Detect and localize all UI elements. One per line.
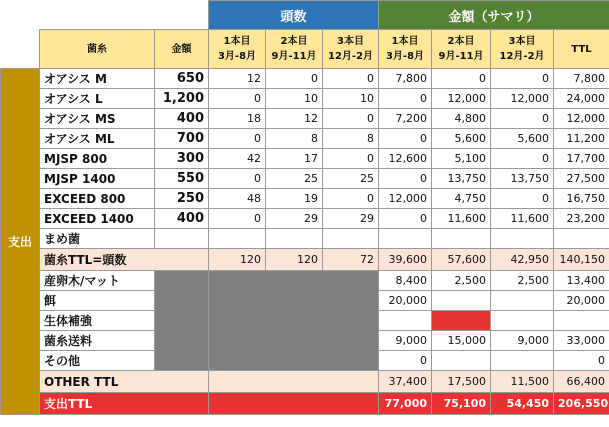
other-total-row (1, 371, 609, 393)
gray-block-price (155, 271, 209, 371)
expense-total-a1[interactable]: 77,000 (379, 393, 432, 415)
col-amt-b1[interactable]: 1本目 3月-8月 (379, 30, 432, 69)
strain-name[interactable]: オアシス MS (40, 109, 155, 129)
cell-h3[interactable]: 0 (323, 189, 379, 209)
blank-corner (1, 1, 209, 30)
expense-side-label[interactable]: 支出 (1, 69, 40, 415)
other-ttl[interactable]: 13,400 (554, 271, 609, 291)
cell-a1[interactable]: 0 (379, 129, 432, 149)
strain-name[interactable]: オアシス M (40, 69, 155, 89)
strain-row (1, 169, 609, 189)
col-head-b1[interactable]: 1本目 3月-8月 (209, 30, 266, 69)
cell-h3[interactable]: 0 (323, 109, 379, 129)
cell-a1[interactable]: 7,800 (379, 69, 432, 89)
other-a1[interactable]: 20,000 (379, 291, 432, 311)
head-count-header[interactable]: 頭数 (209, 1, 379, 30)
strain-name[interactable]: まめ菌 (40, 229, 155, 249)
strain-price[interactable]: 650 (155, 69, 209, 89)
cell-a2[interactable]: 4,750 (432, 189, 491, 209)
cell-a2[interactable]: 0 (432, 69, 491, 89)
cell-h1[interactable]: 18 (209, 109, 266, 129)
cell-h2[interactable]: 8 (266, 129, 323, 149)
cell-ttl[interactable]: 12,000 (554, 109, 609, 129)
cell-ttl[interactable]: 17,700 (554, 149, 609, 169)
cell-h3[interactable] (323, 229, 379, 249)
strain-price[interactable]: 700 (155, 129, 209, 149)
cell-h2[interactable]: 25 (266, 169, 323, 189)
cell-h1[interactable]: 0 (209, 169, 266, 189)
cell-h2[interactable]: 19 (266, 189, 323, 209)
cell-h3[interactable]: 10 (323, 89, 379, 109)
other-name[interactable]: その他 (40, 351, 155, 371)
cell-a1[interactable]: 0 (379, 89, 432, 109)
cell-a1[interactable]: 12,000 (379, 189, 432, 209)
other-name[interactable]: 菌糸送料 (40, 331, 155, 351)
expense-total-head-blank (209, 393, 379, 415)
cell-a3[interactable]: 5,600 (491, 129, 554, 149)
col-amt-b3[interactable]: 3本目 12月-2月 (491, 30, 554, 69)
col-head-b3[interactable]: 3本目 12月-2月 (323, 30, 379, 69)
total-ttl[interactable]: 140,150 (554, 249, 609, 271)
cell-h2[interactable] (266, 229, 323, 249)
cell-a3[interactable]: 13,750 (491, 169, 554, 189)
cell-h3[interactable]: 0 (323, 149, 379, 169)
cell-ttl[interactable]: 11,200 (554, 129, 609, 149)
cell-h2[interactable]: 0 (266, 69, 323, 89)
other-name[interactable]: 産卵木/マット (40, 271, 155, 291)
cell-a3[interactable]: 0 (491, 109, 554, 129)
strain-row (1, 229, 609, 249)
other-row (1, 271, 609, 291)
cell-a1[interactable]: 12,600 (379, 149, 432, 169)
cell-ttl[interactable] (554, 229, 609, 249)
cell-a2[interactable]: 12,000 (432, 89, 491, 109)
cell-h2[interactable]: 10 (266, 89, 323, 109)
header-row-top (1, 1, 609, 30)
other-ttl[interactable]: 20,000 (554, 291, 609, 311)
strain-price[interactable]: 400 (155, 209, 209, 229)
other-a2[interactable]: 2,500 (432, 271, 491, 291)
strain-row (1, 209, 609, 229)
cell-h2[interactable]: 29 (266, 209, 323, 229)
strain-name[interactable]: EXCEED 800 (40, 189, 155, 209)
other-total-a2[interactable]: 17,500 (432, 371, 491, 393)
cell-h1[interactable]: 48 (209, 189, 266, 209)
other-total-a3[interactable]: 11,500 (491, 371, 554, 393)
strain-row (1, 89, 609, 109)
other-total-a1[interactable]: 37,400 (379, 371, 432, 393)
total-h2[interactable]: 120 (266, 249, 323, 271)
strain-name[interactable]: MJSP 800 (40, 149, 155, 169)
cell-a3[interactable]: 0 (491, 69, 554, 89)
total-a2[interactable]: 57,600 (432, 249, 491, 271)
cell-h3[interactable]: 0 (323, 69, 379, 89)
other-ttl[interactable] (554, 311, 609, 331)
header-row-columns (1, 30, 609, 69)
cell-a1[interactable] (379, 229, 432, 249)
expense-total-row (1, 393, 609, 415)
cell-h1[interactable]: 42 (209, 149, 266, 169)
cell-a3[interactable] (491, 229, 554, 249)
strain-price[interactable]: 300 (155, 149, 209, 169)
cell-h2[interactable]: 12 (266, 109, 323, 129)
other-a1[interactable]: 8,400 (379, 271, 432, 291)
strain-name[interactable]: オアシス ML (40, 129, 155, 149)
other-a2[interactable] (432, 311, 491, 331)
cell-ttl[interactable]: 24,000 (554, 89, 609, 109)
strain-total-row (1, 249, 609, 271)
other-ttl[interactable]: 0 (554, 351, 609, 371)
strain-price[interactable]: 400 (155, 109, 209, 129)
other-a2[interactable]: 15,000 (432, 331, 491, 351)
expense-total-label[interactable]: 支出TTL (40, 393, 209, 415)
strain-price[interactable] (155, 229, 209, 249)
cell-a3[interactable]: 0 (491, 189, 554, 209)
strain-price[interactable]: 550 (155, 169, 209, 189)
strain-name[interactable]: EXCEED 1400 (40, 209, 155, 229)
cell-h1[interactable]: 12 (209, 69, 266, 89)
cell-a2[interactable]: 5,100 (432, 149, 491, 169)
total-h1[interactable]: 120 (209, 249, 266, 271)
other-a3[interactable]: 9,000 (491, 331, 554, 351)
col-price[interactable]: 金額 (155, 30, 209, 69)
blank-side (1, 30, 40, 69)
amount-summary-header[interactable]: 金額（サマリ） (379, 1, 609, 30)
strain-row (1, 129, 609, 149)
strain-price[interactable]: 250 (155, 189, 209, 209)
cell-h1[interactable]: 0 (209, 129, 266, 149)
cell-h2[interactable]: 17 (266, 149, 323, 169)
cell-a2[interactable]: 5,600 (432, 129, 491, 149)
expense-total-a3[interactable]: 54,450 (491, 393, 554, 415)
strain-name[interactable]: MJSP 1400 (40, 169, 155, 189)
other-a3[interactable] (491, 351, 554, 371)
other-a2[interactable] (432, 291, 491, 311)
total-a1[interactable]: 39,600 (379, 249, 432, 271)
other-ttl[interactable]: 33,000 (554, 331, 609, 351)
strain-name[interactable]: オアシス L (40, 89, 155, 109)
cell-h1[interactable] (209, 229, 266, 249)
cell-h3[interactable]: 29 (323, 209, 379, 229)
cell-ttl[interactable]: 23,200 (554, 209, 609, 229)
other-a3[interactable] (491, 291, 554, 311)
other-a3[interactable] (491, 311, 554, 331)
strain-row (1, 109, 609, 129)
cell-a1[interactable]: 7,200 (379, 109, 432, 129)
col-head-b2[interactable]: 2本目 9月-11月 (266, 30, 323, 69)
cell-a2[interactable] (432, 229, 491, 249)
cell-a3[interactable]: 11,600 (491, 209, 554, 229)
strain-row (1, 149, 609, 169)
cell-h3[interactable]: 25 (323, 169, 379, 189)
cell-ttl[interactable]: 7,800 (554, 69, 609, 89)
cell-a2[interactable]: 13,750 (432, 169, 491, 189)
total-a3[interactable]: 42,950 (491, 249, 554, 271)
other-total-ttl[interactable]: 66,400 (554, 371, 609, 393)
col-ttl[interactable]: TTL (554, 30, 609, 69)
strain-price[interactable]: 1,200 (155, 89, 209, 109)
cell-ttl[interactable]: 27,500 (554, 169, 609, 189)
cell-a2[interactable]: 4,800 (432, 109, 491, 129)
cell-a3[interactable]: 12,000 (491, 89, 554, 109)
cell-h1[interactable]: 0 (209, 89, 266, 109)
strain-row (1, 69, 609, 89)
cell-a2[interactable]: 11,600 (432, 209, 491, 229)
strain-row (1, 189, 609, 209)
strain-total-label[interactable]: 菌糸TTL=頭数 (40, 249, 209, 271)
cell-ttl[interactable]: 16,750 (554, 189, 609, 209)
cell-h3[interactable]: 8 (323, 129, 379, 149)
cell-a1[interactable]: 0 (379, 169, 432, 189)
cell-a3[interactable]: 0 (491, 149, 554, 169)
other-a1[interactable]: 0 (379, 351, 432, 371)
cell-a1[interactable]: 0 (379, 209, 432, 229)
col-strain[interactable]: 菌糸 (40, 30, 155, 69)
gray-block-head (209, 271, 379, 371)
col-amt-b2[interactable]: 2本目 9月-11月 (432, 30, 491, 69)
other-name[interactable]: 生体補強 (40, 311, 155, 331)
expense-total-ttl[interactable]: 206,550 (554, 393, 609, 415)
other-total-label[interactable]: OTHER TTL (40, 371, 209, 393)
other-name[interactable]: 餌 (40, 291, 155, 311)
other-a3[interactable]: 2,500 (491, 271, 554, 291)
cell-h1[interactable]: 0 (209, 209, 266, 229)
total-h3[interactable]: 72 (323, 249, 379, 271)
other-total-head-blank (209, 371, 379, 393)
expense-total-a2[interactable]: 75,100 (432, 393, 491, 415)
other-a1[interactable]: 9,000 (379, 331, 432, 351)
other-a1[interactable] (379, 311, 432, 331)
other-a2[interactable] (432, 351, 491, 371)
